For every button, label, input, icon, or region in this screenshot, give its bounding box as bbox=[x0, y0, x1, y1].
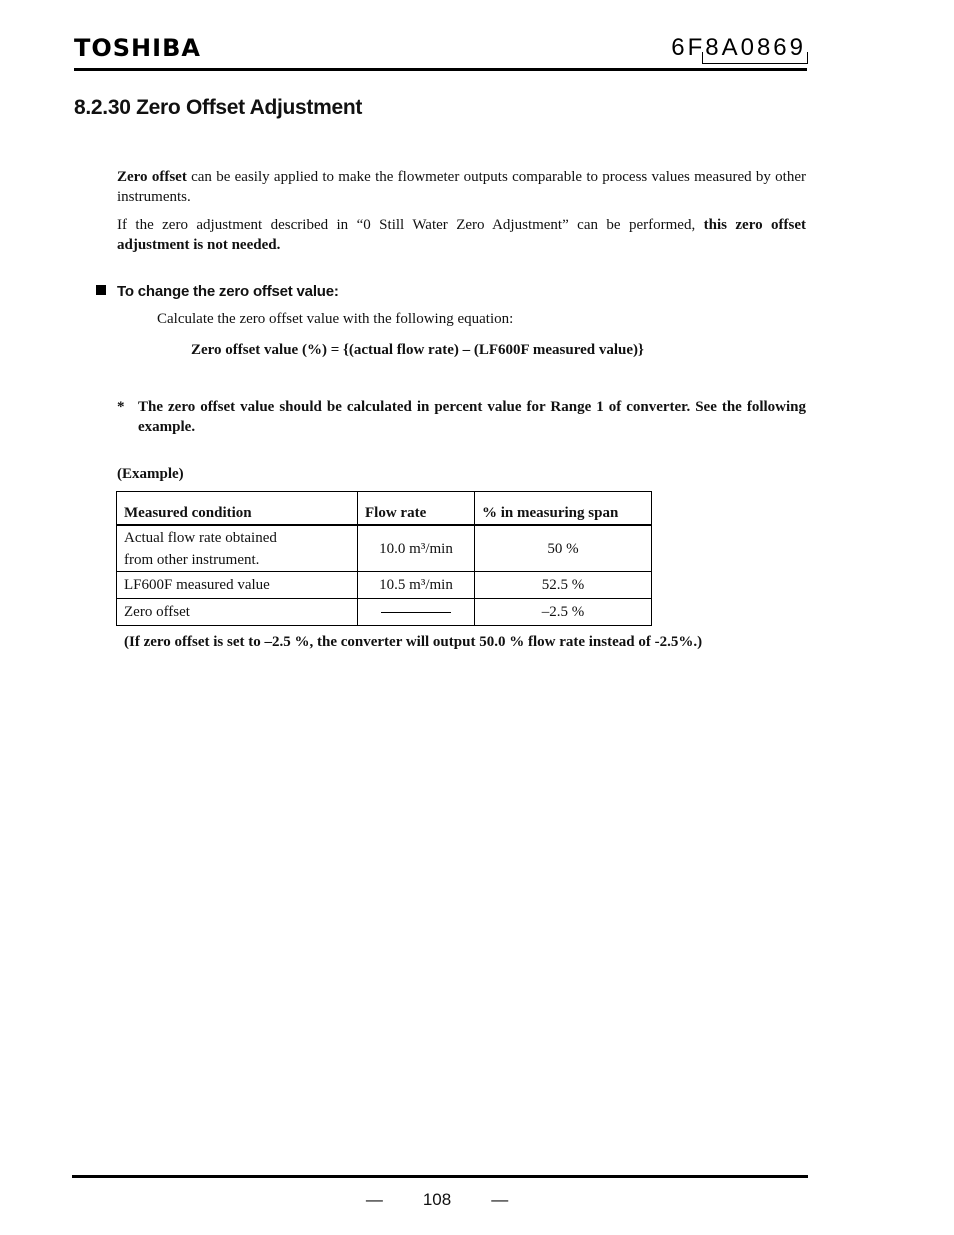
cell-flow: 10.0 m³/min bbox=[358, 525, 475, 572]
page-number: 108 bbox=[422, 1190, 452, 1209]
intro-p1-text: can be easily applied to make the flowmeter outputs comparable to process values measured by other instruments. bbox=[117, 169, 806, 205]
section-title: 8.2.30 Zero Offset Adjustment bbox=[74, 96, 363, 119]
column-header-flow: Flow rate bbox=[358, 492, 475, 526]
table-row bbox=[117, 572, 652, 599]
cell-flow: 10.5 m³/min bbox=[358, 572, 475, 599]
table-header-row bbox=[117, 492, 652, 526]
zero-offset-term: Zero offset bbox=[117, 169, 187, 185]
example-table bbox=[116, 491, 652, 626]
dash-right: — bbox=[491, 1190, 509, 1209]
example-label: (Example) bbox=[117, 466, 184, 482]
document-number-underline bbox=[702, 52, 808, 64]
example-footnote: (If zero offset is set to –2.5 %, the converter will output 50.0 % flow rate instead of -2.5%.) bbox=[124, 634, 703, 650]
intro-p2-emphasis: this zero offset adjustment is not needed. bbox=[117, 217, 806, 253]
cell-percent: 52.5 % bbox=[475, 572, 652, 599]
footer-rule bbox=[72, 1175, 808, 1178]
cell-condition: Zero offset bbox=[117, 599, 358, 626]
dash-left: — bbox=[365, 1190, 383, 1209]
asterisk-marker: * bbox=[117, 399, 125, 415]
intro-p2-text: If the zero adjustment described in “0 Still Water Zero Adjustment” can be performed, bbox=[117, 217, 704, 233]
zero-offset-equation: Zero offset value (%) = {(actual flow rate) – (LF600F measured value)} bbox=[191, 342, 644, 358]
header-rule bbox=[74, 68, 807, 71]
calc-instruction: Calculate the zero offset value with the following equation: bbox=[157, 311, 514, 327]
brand-logo: TOSHIBA bbox=[74, 34, 201, 62]
table-row bbox=[117, 599, 652, 626]
cell-condition: Actual flow rate obtained from other instrument. bbox=[117, 525, 358, 572]
empty-dash-line bbox=[381, 612, 451, 613]
page-footer bbox=[0, 1190, 874, 1210]
table-row bbox=[117, 525, 652, 572]
procedure-heading-text: To change the zero offset value: bbox=[117, 283, 339, 300]
column-header-percent: % in measuring span bbox=[475, 492, 652, 526]
intro-paragraph-1 bbox=[117, 167, 806, 207]
cell-flow-empty bbox=[358, 599, 475, 626]
cell-percent: –2.5 % bbox=[475, 599, 652, 626]
document-number: 6F8A0869 bbox=[671, 34, 806, 61]
range-note-text: The zero offset value should be calculated in percent value for Range 1 of converter. See the following example. bbox=[138, 399, 806, 435]
cell-condition: LF600F measured value bbox=[117, 572, 358, 599]
intro-paragraph-2 bbox=[117, 215, 806, 255]
cell-percent: 50 % bbox=[475, 525, 652, 572]
column-header-condition: Measured condition bbox=[117, 492, 358, 526]
range-note bbox=[117, 397, 806, 437]
square-bullet-icon bbox=[96, 285, 106, 295]
procedure-heading bbox=[96, 283, 339, 300]
